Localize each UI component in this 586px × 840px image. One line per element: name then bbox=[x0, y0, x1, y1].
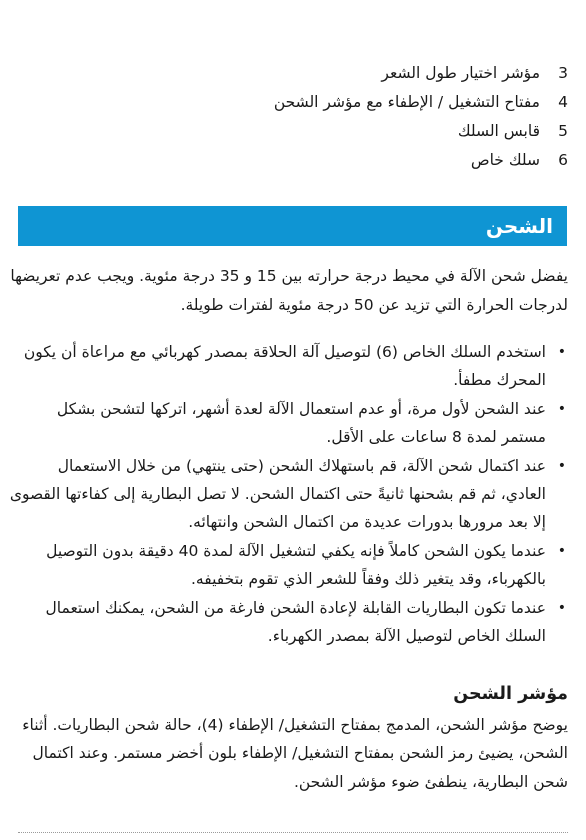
item-text: سلك خاص bbox=[470, 150, 540, 169]
subsection-title: مؤشر الشحن bbox=[453, 684, 568, 704]
bullet-icon: • bbox=[557, 400, 566, 417]
item-number: 3 bbox=[558, 63, 568, 82]
instruction-text: عندما يكون الشحن كاملاً فإنه يكفي لتشغيل الآلة لمدة 40 دقيقة بدون التوصيل بالكهرباء، وقد يتغير ذلك وفقاً للشعر الذي تقوم بتخفيفه. bbox=[46, 541, 546, 589]
footer-divider bbox=[18, 832, 568, 833]
instruction-item bbox=[8, 395, 568, 452]
parts-list-item bbox=[8, 116, 568, 145]
bullet-icon: • bbox=[557, 542, 566, 559]
bullet-icon: • bbox=[557, 457, 566, 474]
bullet-icon: • bbox=[557, 344, 566, 360]
instruction-text: عند الشحن لأول مرة، أو عدم استعمال الآلة لعدة أشهر، اتركها لتشحن بشكل مستمر لمدة 8 ساعات على الأقل. bbox=[56, 399, 546, 447]
item-text: مؤشر اختيار طول الشعر bbox=[381, 63, 540, 82]
instruction-item bbox=[8, 452, 568, 537]
charging-instructions-list bbox=[8, 338, 568, 650]
instruction-item bbox=[8, 338, 568, 395]
subsection-paragraph: يوضح مؤشر الشحن، المدمج بمفتاح التشغيل/ الإطفاء (4)، حالة شحن البطاريات. أثناء الشحن، يضيئ رمز الشحن بمفتاح التشغيل/ الإطفاء بلون أخضر مستمر. وعند اكتمال شحن البطارية، ينطفئ ضوء مؤشر الشحن. bbox=[22, 716, 568, 791]
instruction-item bbox=[8, 594, 568, 651]
item-number: 6 bbox=[558, 150, 568, 169]
intro-paragraph: يفضل شحن الآلة في محيط درجة حرارته بين 15 و 35 درجة مئوية. ويجب عدم تعريضها لدرجات الحرارة التي تزيد عن 50 درجة مئوية لفترات طويلة. bbox=[10, 267, 568, 314]
parts-list-item bbox=[8, 145, 568, 174]
parts-list-item bbox=[8, 58, 568, 87]
parts-list bbox=[8, 58, 568, 174]
parts-list-item bbox=[8, 87, 568, 116]
instruction-item bbox=[8, 537, 568, 594]
instruction-text: عند اكتمال شحن الآلة، قم باستهلاك الشحن (حتى ينتهي) من خلال الاستعمال العادي، ثم قم بشحنها ثانيةً حتى اكتمال الشحن. لا تصل البطارية إلى كفاءتها القصوى إلا بعد مرورها بدورات عديدة من اكتمال الشحن وانتهائه. bbox=[9, 456, 546, 532]
item-text: قابس السلك bbox=[457, 121, 540, 140]
bullet-icon: • bbox=[557, 599, 566, 616]
item-number: 5 bbox=[558, 121, 568, 140]
item-text: مفتاح التشغيل / الإطفاء مع مؤشر الشحن bbox=[273, 92, 540, 111]
section-header-banner bbox=[18, 206, 567, 246]
instruction-text: استخدم السلك الخاص (6) لتوصيل آلة الحلاقة بمصدر كهربائي مع مراعاة أن يكون المحرك مطفأ. bbox=[23, 343, 546, 390]
instruction-text: عندما تكون البطاريات القابلة لإعادة الشحن فارغة من الشحن، يمكنك استعمال السلك الخاص لتوصيل الآلة بمصدر الكهرباء. bbox=[45, 598, 546, 646]
section-title: الشحن bbox=[485, 214, 553, 238]
item-number: 4 bbox=[558, 92, 568, 111]
